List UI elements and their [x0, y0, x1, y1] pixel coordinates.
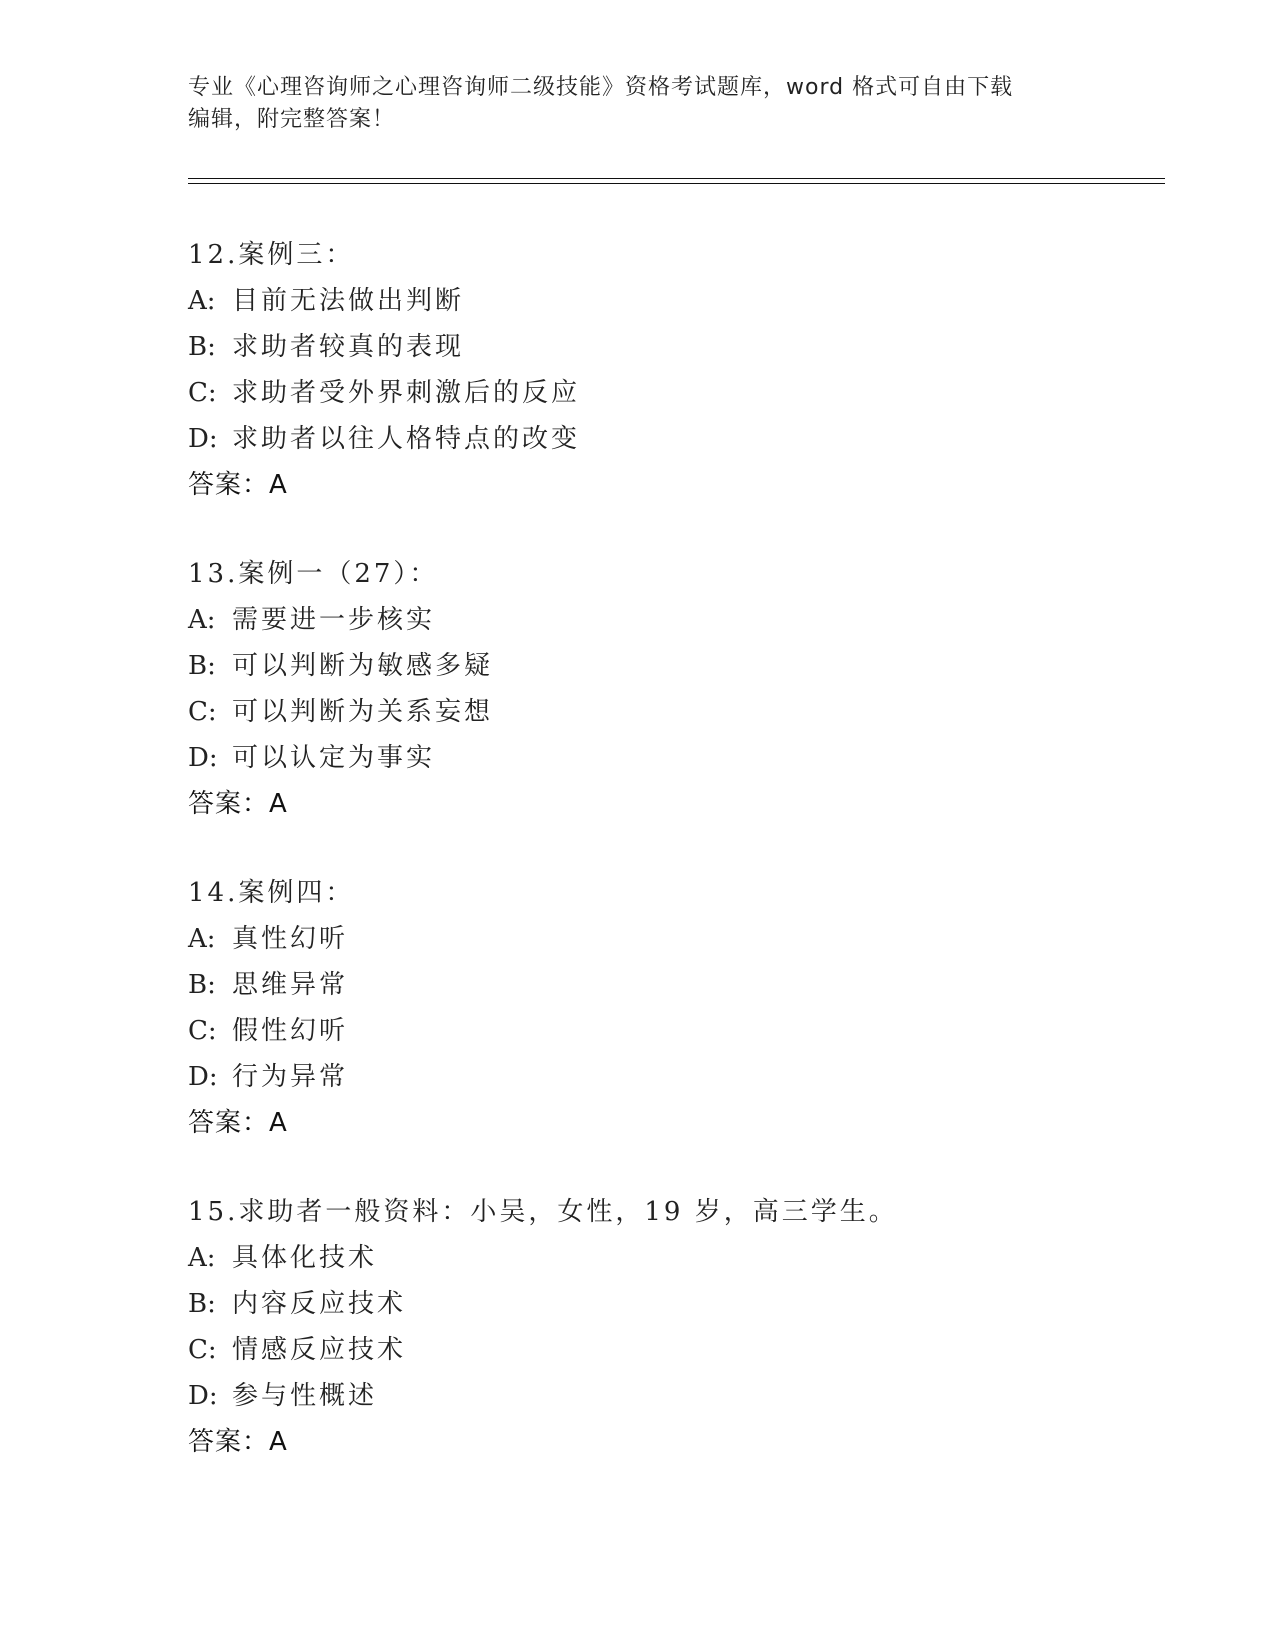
option-a	[188, 1235, 1168, 1281]
option-b	[188, 643, 1168, 689]
answer-label: 答案：	[188, 470, 270, 500]
option-text: 可以判断为关系妄想	[232, 697, 494, 727]
answer-value: A	[269, 789, 288, 819]
question-13	[188, 551, 1168, 827]
question-14	[188, 870, 1168, 1146]
option-text: 求助者以往人格特点的改变	[232, 424, 581, 454]
option-letter: C:	[188, 1016, 217, 1046]
question-list	[188, 232, 1168, 1508]
option-letter: B:	[188, 651, 216, 681]
header-line-1: 专业《心理咨询师之心理咨询师二级技能》资格考试题库，word 格式可自由下载	[188, 75, 1014, 100]
option-a	[188, 278, 1168, 324]
option-letter: D:	[188, 1381, 218, 1411]
answer-label: 答案：	[188, 789, 270, 819]
option-text: 需要进一步核实	[232, 605, 436, 635]
option-d	[188, 416, 1168, 462]
option-d	[188, 1373, 1168, 1419]
answer-value: A	[269, 1108, 288, 1138]
option-letter: C:	[188, 378, 217, 408]
question-stem: 12.案例三：	[188, 240, 355, 270]
option-b	[188, 1281, 1168, 1327]
option-letter: B:	[188, 332, 216, 362]
option-letter: B:	[188, 1289, 216, 1319]
document-header	[188, 72, 1088, 136]
header-divider-top	[188, 178, 1165, 179]
option-d	[188, 1054, 1168, 1100]
answer-line	[188, 1100, 1168, 1146]
question-stem: 15.求助者一般资料：小吴，女性，19 岁，高三学生。	[188, 1197, 898, 1227]
option-text: 内容反应技术	[232, 1289, 407, 1319]
option-c	[188, 1327, 1168, 1373]
option-text: 可以判断为敏感多疑	[232, 651, 494, 681]
option-text: 思维异常	[232, 970, 349, 1000]
option-text: 可以认定为事实	[232, 743, 436, 773]
answer-label: 答案：	[188, 1427, 270, 1457]
answer-label: 答案：	[188, 1108, 270, 1138]
option-letter: D:	[188, 1062, 218, 1092]
option-letter: C:	[188, 697, 217, 727]
option-b	[188, 324, 1168, 370]
option-c	[188, 689, 1168, 735]
option-a	[188, 916, 1168, 962]
option-text: 求助者较真的表现	[232, 332, 465, 362]
option-text: 参与性概述	[232, 1381, 378, 1411]
option-a	[188, 597, 1168, 643]
answer-value: A	[269, 1427, 288, 1457]
option-text: 具体化技术	[232, 1243, 378, 1273]
question-12	[188, 232, 1168, 508]
question-stem: 14.案例四：	[188, 878, 355, 908]
option-text: 真性幻听	[232, 924, 349, 954]
option-letter: D:	[188, 424, 218, 454]
question-stem: 13.案例一（27）：	[188, 559, 439, 589]
option-letter: A:	[188, 286, 216, 316]
option-letter: B:	[188, 970, 216, 1000]
answer-line	[188, 462, 1168, 508]
option-letter: A:	[188, 924, 216, 954]
option-text: 情感反应技术	[232, 1335, 407, 1365]
answer-line	[188, 781, 1168, 827]
header-divider-bottom	[188, 183, 1165, 184]
option-letter: A:	[188, 605, 216, 635]
option-b	[188, 962, 1168, 1008]
option-text: 假性幻听	[232, 1016, 349, 1046]
option-letter: C:	[188, 1335, 217, 1365]
header-line-2: 编辑，附完整答案！	[188, 107, 396, 132]
answer-line	[188, 1419, 1168, 1465]
option-text: 求助者受外界刺激后的反应	[232, 378, 581, 408]
option-c	[188, 1008, 1168, 1054]
answer-value: A	[269, 470, 288, 500]
option-text: 目前无法做出判断	[232, 286, 465, 316]
option-c	[188, 370, 1168, 416]
option-letter: D:	[188, 743, 218, 773]
option-d	[188, 735, 1168, 781]
option-text: 行为异常	[232, 1062, 349, 1092]
option-letter: A:	[188, 1243, 216, 1273]
question-15	[188, 1189, 1168, 1465]
